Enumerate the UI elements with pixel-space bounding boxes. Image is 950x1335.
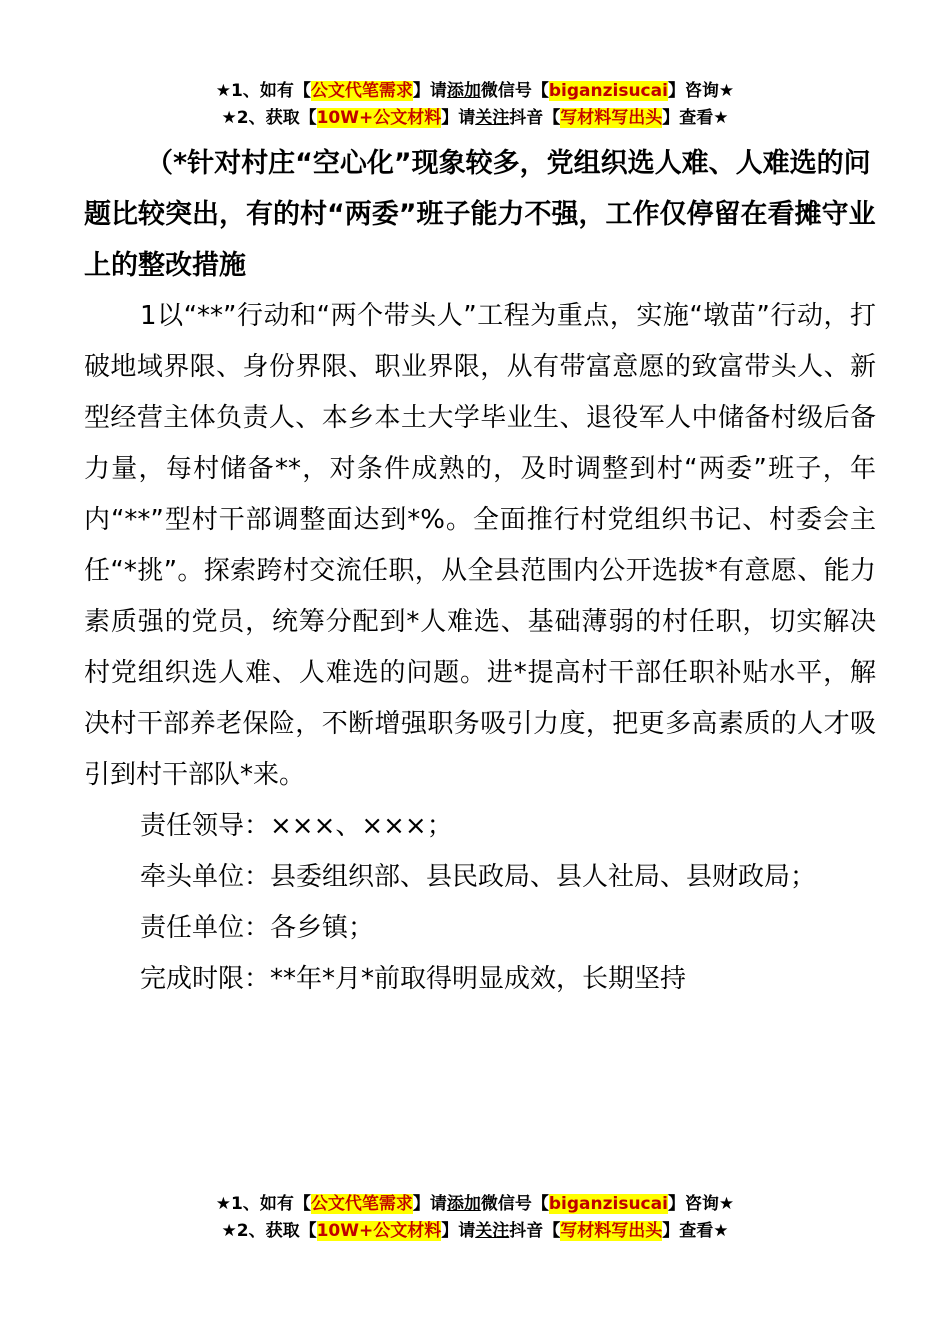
section-heading: （*针对村庄“空心化”现象较多，党组织选人难、人难选的问题比较突出，有的村“两委”班子能力不强，工作仅停留在看摊守业上的整改措施	[84, 148, 876, 281]
deadline: 完成时限：**年*月*前取得明显成效，长期坚持	[140, 964, 687, 994]
banner-underline: 关注	[475, 1221, 510, 1241]
bottom-banner	[0, 1191, 950, 1245]
banner-douyin-id: 写材料写出头	[560, 1221, 663, 1241]
banner-highlight: 10W+公文材料	[316, 108, 442, 128]
body-paragraph: 1以“**”行动和“两个带头人”工程为重点，实施“墩苗”行动，打破地域界限、身份界限、职业界限，从有带富意愿的致富带头人、新型经营主体负责人、本乡本土大学毕业生、退役军人中储备村级后备力量，每村储备**，对条件成熟的，及时调整到村“两委”班子，年内“**”型村干部调整面达到*%。全面推行村党组织书记、村委会主任“*挑”。探索跨村交流任职，从全县范围内公开选拔*有意愿、能力素质强的党员，统筹分配到*人难选、基础薄弱的村任职，切实解决村党组织选人难、人难选的问题。进*提高村干部任职补贴水平，解决村干部养老保险，不断增强职务吸引力度，把更多高素质的人才吸引到村干部队*来。	[84, 301, 876, 790]
banner-wechat-id: biganzisucai	[548, 1194, 668, 1214]
responsible-leader: 责任领导：×××、×××；	[140, 811, 453, 841]
responsible-unit: 责任单位：各乡镇；	[140, 913, 375, 943]
banner-line-2: ★2、获取【10W+公文材料】请关注抖音【写材料写出头】查看★	[221, 108, 729, 128]
banner-underline: 添加	[446, 1194, 481, 1214]
banner-highlight: 公文代笔需求	[310, 81, 413, 101]
banner-line-1: ★1、如有【公文代笔需求】请添加微信号【biganzisucai】咨询★	[215, 81, 735, 101]
banner-line-2: ★2、获取【10W+公文材料】请关注抖音【写材料写出头】查看★	[221, 1221, 729, 1241]
lead-unit: 牵头单位：县委组织部、县民政局、县人社局、县财政局；	[140, 862, 817, 892]
banner-underline: 添加	[446, 81, 481, 101]
banner-douyin-id: 写材料写出头	[560, 108, 663, 128]
banner-underline: 关注	[475, 108, 510, 128]
banner-line-1: ★1、如有【公文代笔需求】请添加微信号【biganzisucai】咨询★	[215, 1194, 735, 1214]
banner-highlight: 公文代笔需求	[310, 1194, 413, 1214]
banner-highlight: 10W+公文材料	[316, 1221, 442, 1241]
top-banner	[0, 78, 950, 132]
document-body	[84, 138, 876, 1005]
banner-wechat-id: biganzisucai	[548, 81, 668, 101]
